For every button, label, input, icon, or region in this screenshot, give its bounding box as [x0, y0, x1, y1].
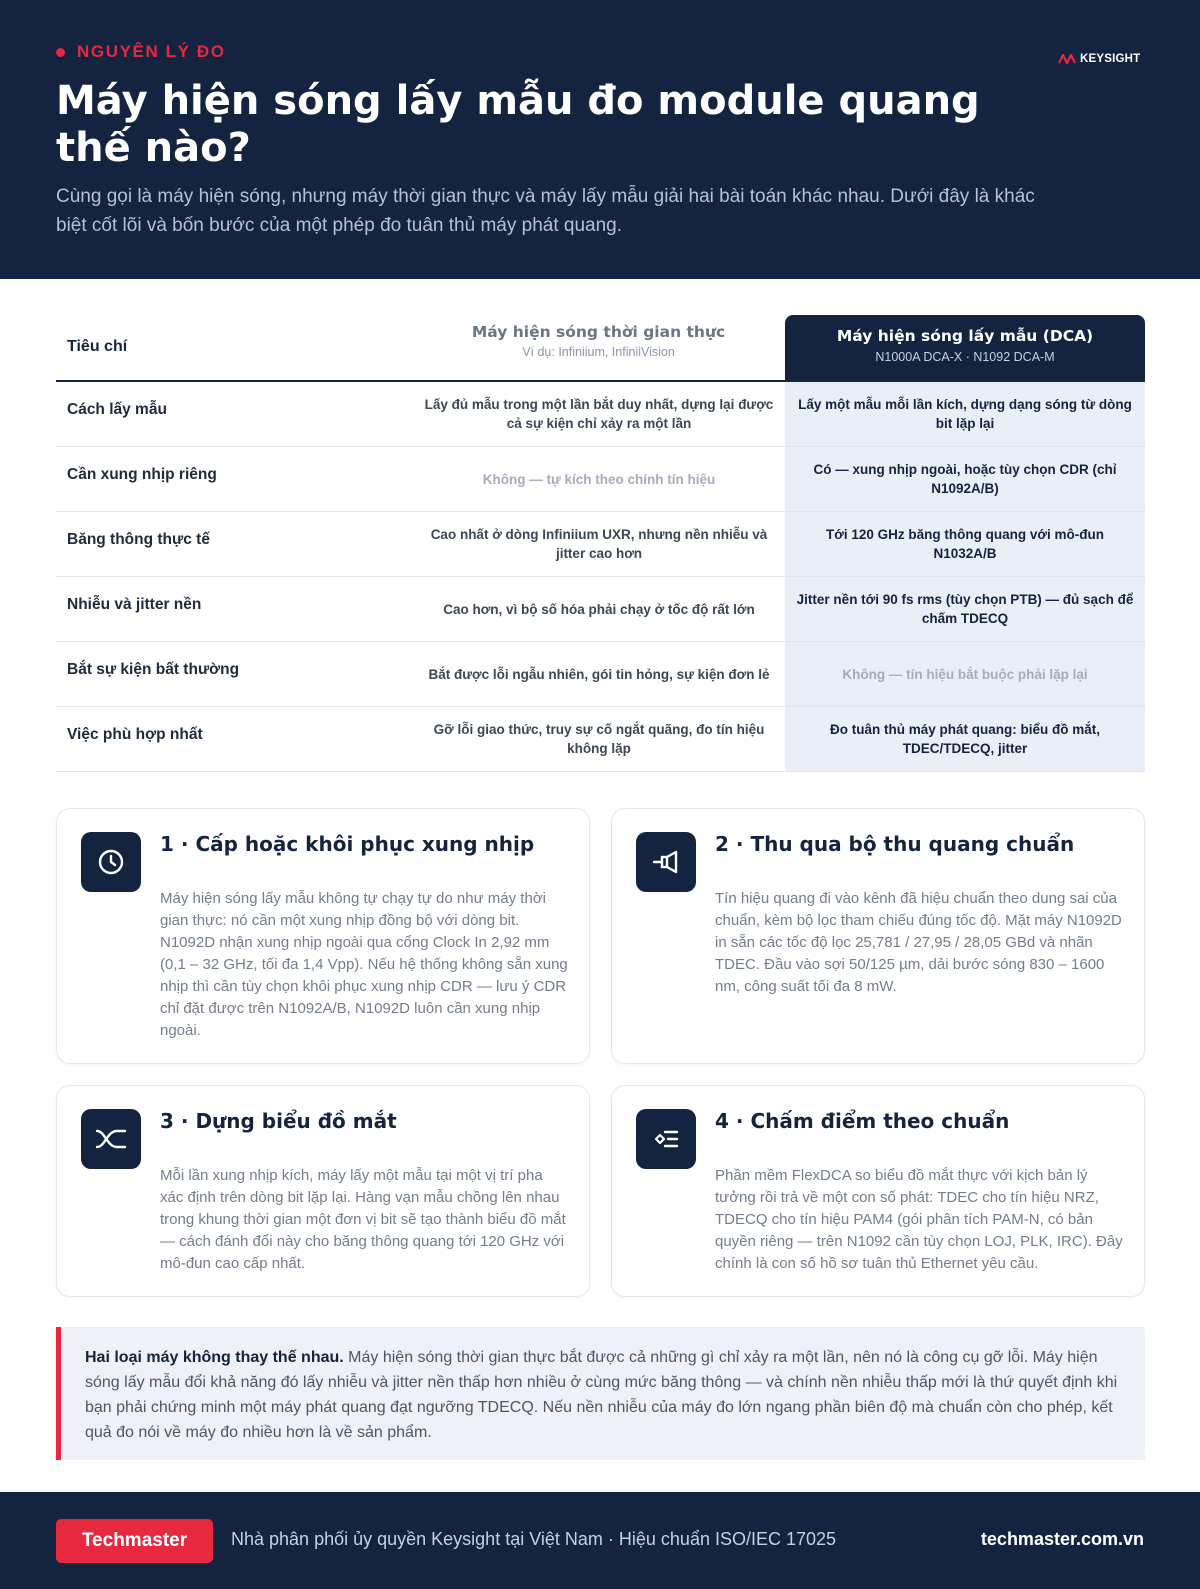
- comparison-table: [56, 315, 1145, 772]
- website-link[interactable]: techmaster.com.vn: [980, 1529, 1144, 1549]
- row-realtime: Bắt được lỗi ngẫu nhiên, gói tin hỏng, sự kiện đơn lẻ: [428, 666, 770, 682]
- table-row: [56, 707, 1145, 772]
- callout-text: Máy hiện sóng thời gian thực bắt được cả những gì chỉ xảy ra một lần, nên nó là công cụ gỡ lỗi. Máy hiện sóng lấy mẫu đổi khả năng đó lấy nhiễu và jitter nền thấp hơn nhiều ở cùng mức băng thông — và chính nền nhiễu thấp mới là thứ quyết định khi bạn phải chứng minh một máy phát quang đạt ngưỡng TDECQ. Nếu nền nhiễu của máy đo lớn ngang phần biên độ mà chuẩn còn cho phép, kết quả đo nói về máy đo nhiều hơn là về sản phẩm.: [85, 1349, 1118, 1441]
- table-row: [56, 512, 1145, 577]
- step-body: Mỗi lần xung nhịp kích, máy lấy một mẫu tại một vị trí pha xác định trên dòng bit lặp lại. Hàng vạn mẫu chồng lên nhau trong khung thời gian một đơn vị bit sẽ tạo thành biểu đồ mắt — cách đánh đổi này cho băng thông quang tới 120 GHz với mô-đun cao cấp nhất.: [160, 1167, 566, 1272]
- row-criteria: Cần xung nhịp riêng: [67, 466, 217, 483]
- eyebrow-label: NGUYÊN LÝ ĐO: [77, 42, 226, 61]
- page-title: Máy hiện sóng lấy mẫu đo module quang thế nào?: [56, 78, 980, 171]
- key-takeaway-callout: [56, 1327, 1145, 1460]
- step-card-2: [611, 808, 1145, 1064]
- header-dca-title: Máy hiện sóng lấy mẫu (DCA): [836, 327, 1094, 345]
- eyebrow-dot: [56, 48, 65, 57]
- checklist-icon: [636, 1109, 696, 1169]
- techmaster-logo: Techmaster: [56, 1519, 213, 1563]
- step-body: Máy hiện sóng lấy mẫu không tự chạy tự do như máy thời gian thực: nó cần một xung nhịp đồng bộ với dòng bit. N1092D nhận xung nhịp ngoài qua cổng Clock In 2,92 mm (0,1 – 32 GHz, tối đa 1,4 Vpp). Nếu hệ thống không sẵn xung nhịp thì cần tùy chọn khôi phục xung nhịp CDR — lưu ý CDR chỉ đặt được trên N1092A/B, N1092D luôn cần xung nhịp ngoài.: [160, 890, 568, 1039]
- step-card-1: [56, 808, 590, 1064]
- footer: [0, 1492, 1200, 1589]
- step-card-3: [56, 1085, 590, 1297]
- step-title: 3 · Dựng biểu đồ mắt: [160, 1109, 397, 1133]
- row-dca: Jitter nền tới 90 fs rms (tùy chọn PTB) — đủ sạch để chấm TDECQ: [785, 577, 1145, 641]
- header-dca-sub: N1000A DCA-X · N1092 DCA-M: [875, 350, 1055, 364]
- header-realtime-title: Máy hiện sóng thời gian thực: [471, 323, 726, 341]
- table-row: [56, 382, 1145, 447]
- row-dca: Có — xung nhịp ngoài, hoặc tùy chọn CDR (chỉ N1092A/B): [785, 447, 1145, 511]
- row-realtime: Lấy đủ mẫu trong một lần bắt duy nhất, dựng lại được cả sự kiện chỉ xảy ra một lần: [424, 397, 774, 431]
- row-dca: Lấy một mẫu mỗi lần kích, dựng dạng sóng từ dòng bit lặp lại: [785, 382, 1145, 446]
- row-criteria: Băng thông thực tế: [67, 531, 210, 548]
- row-dca: Tới 120 GHz băng thông quang với mô-đun N1032A/B: [785, 512, 1145, 576]
- step-body: Phần mềm FlexDCA so biểu đồ mắt thực với kịch bản lý tưởng rồi trả về một con số phát: TDEC cho tín hiệu NRZ, TDECQ cho tín hiệu PAM4 (gói phân tích PAM-N, có bản quyền riêng — trên N1092 cần tùy chọn LOJ, PLK, IRC). Đây chính là con số hồ sơ tuân thủ Ethernet yêu cầu.: [715, 1167, 1123, 1272]
- eye-diagram-icon: [81, 1109, 141, 1169]
- header-realtime-sub: Ví dụ: Infiniium, InfiniiVision: [522, 345, 675, 359]
- row-criteria: Bắt sự kiện bất thường: [67, 661, 240, 678]
- row-realtime: Cao hơn, vì bộ số hóa phải chạy ở tốc độ rất lớn: [443, 602, 755, 617]
- header-dca: [785, 315, 1145, 382]
- row-realtime: Không — tự kích theo chính tín hiệu: [482, 471, 716, 487]
- step-title: 2 · Thu qua bộ thu quang chuẩn: [715, 832, 1075, 856]
- row-realtime: Cao nhất ở dòng Infiniium UXR, nhưng nền nhiễu và jitter cao hơn: [430, 527, 768, 561]
- keysight-logo: [1058, 53, 1140, 65]
- row-dca: Đo tuân thủ máy phát quang: biểu đồ mắt, TDEC/TDECQ, jitter: [785, 707, 1145, 771]
- hero-header: [0, 0, 1200, 279]
- table-row: [56, 577, 1145, 642]
- table-row: [56, 642, 1145, 707]
- row-realtime: Gỡ lỗi giao thức, truy sự cố ngắt quãng, đo tín hiệu không lặp: [433, 722, 765, 756]
- header-realtime: [416, 323, 781, 359]
- table-header: [56, 315, 1145, 382]
- step-title: 1 · Cấp hoặc khôi phục xung nhịp: [160, 832, 535, 856]
- row-dca: Không — tín hiệu bắt buộc phải lặp lại: [785, 642, 1145, 706]
- row-criteria: Việc phù hợp nhất: [67, 726, 203, 743]
- page-subtitle: Cùng gọi là máy hiện sóng, nhưng máy thời gian thực và máy lấy mẫu giải hai bài toán khác nhau. Dưới đây là khác biệt cốt lõi và bốn bước của một phép đo tuân thủ máy phát quang.: [56, 186, 1035, 236]
- row-criteria: Nhiễu và jitter nền: [67, 596, 202, 613]
- eyebrow: [56, 42, 226, 62]
- footer-tagline: Nhà phân phối ủy quyền Keysight tại Việt Nam · Hiệu chuẩn ISO/IEC 17025: [231, 1529, 837, 1549]
- callout-lead: Hai loại máy không thay thế nhau.: [85, 1349, 344, 1366]
- step-body: Tín hiệu quang đi vào kênh đã hiệu chuẩn theo dung sai của chuẩn, kèm bộ lọc tham chiếu đúng tốc độ. Mặt máy N1092D in sẵn các tốc độ lọc 25,781 / 27,95 / 28,05 GBd và nhãn TDEC. Đầu vào sợi 50/125 µm, dải bước sóng 830 – 1600 nm, công suất tối đa 8 mW.: [715, 890, 1122, 995]
- brand-label: KEYSIGHT: [1080, 53, 1141, 65]
- clock-icon: [81, 832, 141, 892]
- table-row: [56, 447, 1145, 512]
- header-criteria: Tiêu chí: [67, 338, 128, 355]
- optical-receiver-icon: [636, 832, 696, 892]
- step-card-4: [611, 1085, 1145, 1297]
- row-criteria: Cách lấy mẫu: [67, 401, 167, 418]
- step-title: 4 · Chấm điểm theo chuẩn: [715, 1109, 1010, 1133]
- keysight-wave-icon: [1058, 53, 1076, 65]
